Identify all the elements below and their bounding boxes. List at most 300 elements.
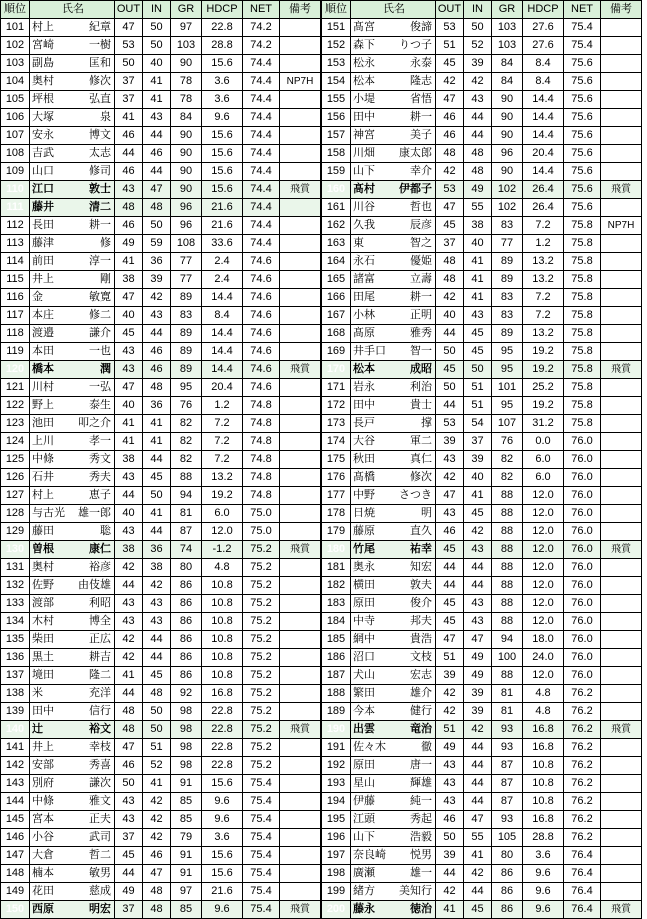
cell-name [351,721,436,739]
name-given: 邦夫 [410,615,432,627]
name-given: 立壽 [410,273,432,285]
table-row[interactable] [322,109,642,127]
cell-rank: 180 [322,541,351,559]
cell-rank: 166 [322,289,351,307]
table-row[interactable] [322,505,642,523]
cell-out: 42 [436,685,464,703]
cell-rank: 161 [322,199,351,217]
cell-gr: 87 [492,793,523,811]
name-surname: 上川 [32,435,54,447]
cell-out: 43 [115,811,143,829]
cell-memo: 飛賞 [601,541,642,559]
cell-gr: 98 [171,757,202,775]
table-row[interactable] [1,307,321,325]
table-header-right [322,1,642,19]
cell-net: 76.0 [564,487,601,505]
name-surname: 田尾 [353,291,375,303]
cell-out: 46 [436,523,464,541]
cell-gr: 89 [171,289,202,307]
cell-hdcp: 15.6 [202,775,243,793]
cell-hdcp: 9.6 [202,793,243,811]
cell-net: 74.8 [243,397,280,415]
cell-rank: 122 [1,397,30,415]
table-row[interactable] [322,811,642,829]
table-row[interactable] [322,433,642,451]
table-row[interactable] [1,55,321,73]
table-row[interactable] [322,55,642,73]
table-row[interactable] [1,883,321,901]
cell-name [351,415,436,433]
cell-gr: 82 [171,451,202,469]
cell-memo [601,289,642,307]
cell-out: 44 [436,865,464,883]
table-row[interactable] [322,397,642,415]
table-row[interactable] [322,199,642,217]
cell-memo [601,775,642,793]
cell-net: 75.6 [564,55,601,73]
cell-name [351,145,436,163]
name-surname: 小堤 [353,93,375,105]
cell-name [351,649,436,667]
table-row[interactable] [322,343,642,361]
table-row[interactable] [322,883,642,901]
cell-out: 51 [436,37,464,55]
cell-hdcp: 22.8 [202,721,243,739]
table-row[interactable] [1,19,321,37]
name-given: 伊都子 [399,183,432,195]
table-row[interactable] [322,847,642,865]
cell-rank: 128 [1,505,30,523]
table-row[interactable] [322,289,642,307]
cell-memo [601,469,642,487]
cell-memo [280,559,321,577]
name-surname: 宮本 [32,813,54,825]
cell-hdcp: 15.6 [202,847,243,865]
cell-hdcp: 28.8 [202,37,243,55]
cell-in: 44 [464,577,492,595]
cell-memo [280,631,321,649]
table-row[interactable] [1,847,321,865]
cell-in: 41 [464,289,492,307]
name-surname: 緒方 [353,885,375,897]
cell-net: 76.0 [564,433,601,451]
name-given: 雄介 [410,687,432,699]
cell-out: 44 [436,397,464,415]
table-row[interactable] [1,325,321,343]
cell-name [351,361,436,379]
table-row[interactable] [322,235,642,253]
table-row[interactable] [1,775,321,793]
cell-in: 41 [464,253,492,271]
name-surname: 山下 [353,831,375,843]
table-row[interactable] [322,613,642,631]
table-row[interactable] [1,253,321,271]
cell-in: 44 [464,757,492,775]
table-row[interactable] [1,343,321,361]
cell-name [351,73,436,91]
name-given: 叩之介 [78,417,111,429]
table-row[interactable] [322,667,642,685]
table-row[interactable] [322,775,642,793]
cell-rank: 175 [322,451,351,469]
cell-in: 47 [464,631,492,649]
cell-name [351,217,436,235]
cell-name [351,811,436,829]
cell-out: 46 [436,109,464,127]
cell-net: 76.2 [564,811,601,829]
cell-hdcp: 31.2 [523,415,564,433]
table-row[interactable] [1,271,321,289]
table-row[interactable] [1,433,321,451]
cell-rank: 181 [322,559,351,577]
table-row[interactable] [1,235,321,253]
table-row[interactable] [1,451,321,469]
cell-in: 44 [143,325,171,343]
name-given: 浩毅 [410,831,432,843]
table-row[interactable] [322,577,642,595]
cell-net: 74.2 [243,19,280,37]
table-row[interactable] [322,415,642,433]
cell-name [30,451,115,469]
table-row[interactable] [1,595,321,613]
table-row[interactable] [1,793,321,811]
cell-out: 43 [115,181,143,199]
cell-out: 47 [115,379,143,397]
cell-rank: 144 [1,793,30,811]
table-row[interactable] [1,523,321,541]
table-row[interactable] [322,649,642,667]
cell-memo: 飛賞 [601,361,642,379]
cell-name [351,757,436,775]
cell-name [351,37,436,55]
cell-gr: 93 [492,739,523,757]
name-surname: 松永 [353,57,375,69]
cell-out: 47 [436,487,464,505]
cell-net: 75.4 [243,847,280,865]
table-row[interactable] [322,325,642,343]
name-given: 修司 [89,165,111,177]
table-row[interactable] [1,739,321,757]
cell-name [351,19,436,37]
table-row[interactable] [1,217,321,235]
cell-rank: 143 [1,775,30,793]
cell-gr: 89 [492,253,523,271]
cell-name [30,649,115,667]
table-row[interactable] [1,577,321,595]
table-row[interactable] [1,559,321,577]
table-row[interactable] [322,559,642,577]
table-row[interactable] [322,739,642,757]
cell-gr: 90 [171,145,202,163]
cell-rank: 160 [322,181,351,199]
name-surname: 副島 [32,57,54,69]
cell-net: 74.4 [243,235,280,253]
table-row[interactable] [1,631,321,649]
cell-gr: 91 [171,847,202,865]
cell-memo [601,577,642,595]
table-row[interactable] [322,37,642,55]
cell-rank: 114 [1,253,30,271]
table-row[interactable] [1,109,321,127]
cell-net: 74.6 [243,343,280,361]
name-given: 敦士 [89,183,111,195]
name-surname: 藤永 [353,903,375,915]
cell-memo [280,343,321,361]
table-row[interactable] [322,127,642,145]
cell-memo [601,613,642,631]
name-surname: 渡邉 [32,327,54,339]
table-row[interactable] [1,361,321,379]
cell-out: 50 [436,829,464,847]
cell-memo [280,289,321,307]
table-row[interactable] [1,37,321,55]
name-given: 明 [421,507,432,519]
name-surname: 村上 [32,489,54,501]
cell-out: 49 [115,883,143,901]
cell-in: 42 [143,577,171,595]
cell-hdcp: 12.0 [523,595,564,613]
cell-memo [280,523,321,541]
cell-name [30,775,115,793]
cell-hdcp: 22.8 [202,739,243,757]
table-row[interactable] [1,289,321,307]
name-surname: 楠本 [32,867,54,879]
cell-gr: 88 [171,469,202,487]
table-row[interactable] [322,361,642,379]
cell-hdcp: 14.4 [202,289,243,307]
cell-rank: 186 [322,649,351,667]
cell-net: 74.8 [243,415,280,433]
cell-memo [280,793,321,811]
cell-gr: 107 [492,415,523,433]
name-given: 貴浩 [410,633,432,645]
table-row[interactable] [1,73,321,91]
table-row[interactable] [322,91,642,109]
table-row[interactable] [1,811,321,829]
table-row[interactable] [322,757,642,775]
cell-memo [601,397,642,415]
cell-gr: 79 [171,829,202,847]
name-given: 幸枝 [89,741,111,753]
table-row[interactable] [1,379,321,397]
table-row[interactable] [1,613,321,631]
cell-out: 44 [115,577,143,595]
cell-hdcp: 9.6 [202,901,243,919]
cell-memo [601,55,642,73]
cell-out: 45 [436,541,464,559]
cell-out: 46 [115,757,143,775]
table-row[interactable] [322,379,642,397]
cell-gr: 90 [492,163,523,181]
table-row[interactable] [322,595,642,613]
name-surname: 佐々木 [353,741,386,753]
cell-rank: 138 [1,685,30,703]
cell-memo [601,451,642,469]
name-surname: 奥永 [353,561,375,573]
cell-hdcp: 15.6 [202,127,243,145]
table-row[interactable] [1,685,321,703]
table-row[interactable] [322,541,642,559]
table-row[interactable] [322,271,642,289]
cell-out: 42 [436,289,464,307]
name-surname: 横田 [353,579,375,591]
cell-net: 75.2 [243,577,280,595]
table-row[interactable] [1,901,321,919]
cell-in: 36 [143,397,171,415]
name-surname: 網中 [353,633,375,645]
cell-net: 75.2 [243,667,280,685]
name-surname: 日焼 [353,507,375,519]
table-row[interactable] [1,127,321,145]
cell-name [30,703,115,721]
cell-out: 47 [115,739,143,757]
cell-memo [280,667,321,685]
table-row[interactable] [322,163,642,181]
cell-in: 45 [143,469,171,487]
cell-out: 42 [115,559,143,577]
cell-name [30,19,115,37]
table-row[interactable] [1,469,321,487]
cell-net: 76.2 [564,793,601,811]
cell-hdcp: 14.4 [523,91,564,109]
name-surname: 秋田 [353,453,375,465]
cell-hdcp: 7.2 [202,433,243,451]
cell-rank: 184 [322,613,351,631]
cell-hdcp: 4.8 [523,703,564,721]
table-row[interactable] [322,793,642,811]
table-row[interactable] [1,667,321,685]
cell-gr: 86 [171,577,202,595]
table-row[interactable] [1,181,321,199]
table-row[interactable] [1,505,321,523]
cell-rank: 198 [322,865,351,883]
cell-in: 51 [464,397,492,415]
name-given: 信行 [89,705,111,717]
cell-out: 39 [436,847,464,865]
cell-net: 75.2 [243,613,280,631]
col-rank: 順位 [322,1,351,19]
table-row[interactable] [322,19,642,37]
table-row[interactable] [322,145,642,163]
cell-rank: 164 [322,253,351,271]
table-row[interactable] [1,541,321,559]
table-row[interactable] [322,865,642,883]
cell-memo [280,469,321,487]
table-row[interactable] [322,721,642,739]
table-row[interactable] [322,181,642,199]
table-row[interactable] [322,703,642,721]
cell-gr: 83 [492,289,523,307]
cell-gr: 83 [171,307,202,325]
table-row[interactable] [322,901,642,919]
table-row[interactable] [322,307,642,325]
cell-memo [280,865,321,883]
table-row[interactable] [322,451,642,469]
cell-in: 45 [464,325,492,343]
name-surname: 山口 [32,165,54,177]
cell-gr: 74 [171,541,202,559]
cell-in: 41 [143,91,171,109]
cell-in: 37 [464,433,492,451]
cell-hdcp: 20.4 [523,145,564,163]
table-row[interactable] [322,73,642,91]
cell-in: 44 [464,109,492,127]
table-row[interactable] [322,217,642,235]
cell-in: 50 [143,217,171,235]
cell-name [30,487,115,505]
name-surname: 吉武 [32,147,54,159]
table-row[interactable] [1,487,321,505]
cell-rank: 151 [322,19,351,37]
cell-out: 47 [436,631,464,649]
cell-hdcp: 12.0 [523,523,564,541]
table-row[interactable] [1,649,321,667]
cell-in: 48 [143,901,171,919]
cell-memo [280,415,321,433]
name-given: 純一 [410,795,432,807]
table-row[interactable] [1,415,321,433]
table-row[interactable] [322,253,642,271]
table-row[interactable] [1,829,321,847]
cell-net: 75.2 [243,721,280,739]
cell-net: 75.6 [564,73,601,91]
table-row[interactable] [1,703,321,721]
cell-rank: 172 [322,397,351,415]
cell-net: 76.0 [564,649,601,667]
cell-name [351,577,436,595]
cell-gr: 88 [492,541,523,559]
table-row[interactable] [1,397,321,415]
table-row[interactable] [1,757,321,775]
table-row[interactable] [1,163,321,181]
cell-net: 75.8 [564,397,601,415]
table-row[interactable] [1,145,321,163]
name-surname: 金 [32,291,43,303]
cell-memo: 飛賞 [280,181,321,199]
cell-in: 44 [464,793,492,811]
cell-out: 41 [436,901,464,919]
cell-gr: 90 [171,127,202,145]
cell-memo [601,649,642,667]
cell-name [30,721,115,739]
cell-name [351,199,436,217]
cell-in: 42 [143,811,171,829]
table-row[interactable] [322,487,642,505]
table-row[interactable] [1,721,321,739]
cell-memo [280,397,321,415]
cell-out: 48 [115,199,143,217]
table-row[interactable] [322,829,642,847]
cell-name [351,793,436,811]
cell-out: 50 [115,775,143,793]
table-row[interactable] [1,199,321,217]
name-given: 修次 [89,75,111,87]
cell-out: 41 [115,109,143,127]
table-row[interactable] [1,91,321,109]
cell-gr: 82 [492,469,523,487]
cell-rank: 115 [1,271,30,289]
cell-hdcp: 21.6 [202,199,243,217]
table-row[interactable] [322,685,642,703]
table-row[interactable] [1,865,321,883]
table-row[interactable] [322,523,642,541]
table-row[interactable] [322,469,642,487]
cell-out: 48 [436,145,464,163]
cell-out: 44 [115,865,143,883]
table-row[interactable] [322,631,642,649]
cell-memo [601,235,642,253]
cell-memo [280,91,321,109]
